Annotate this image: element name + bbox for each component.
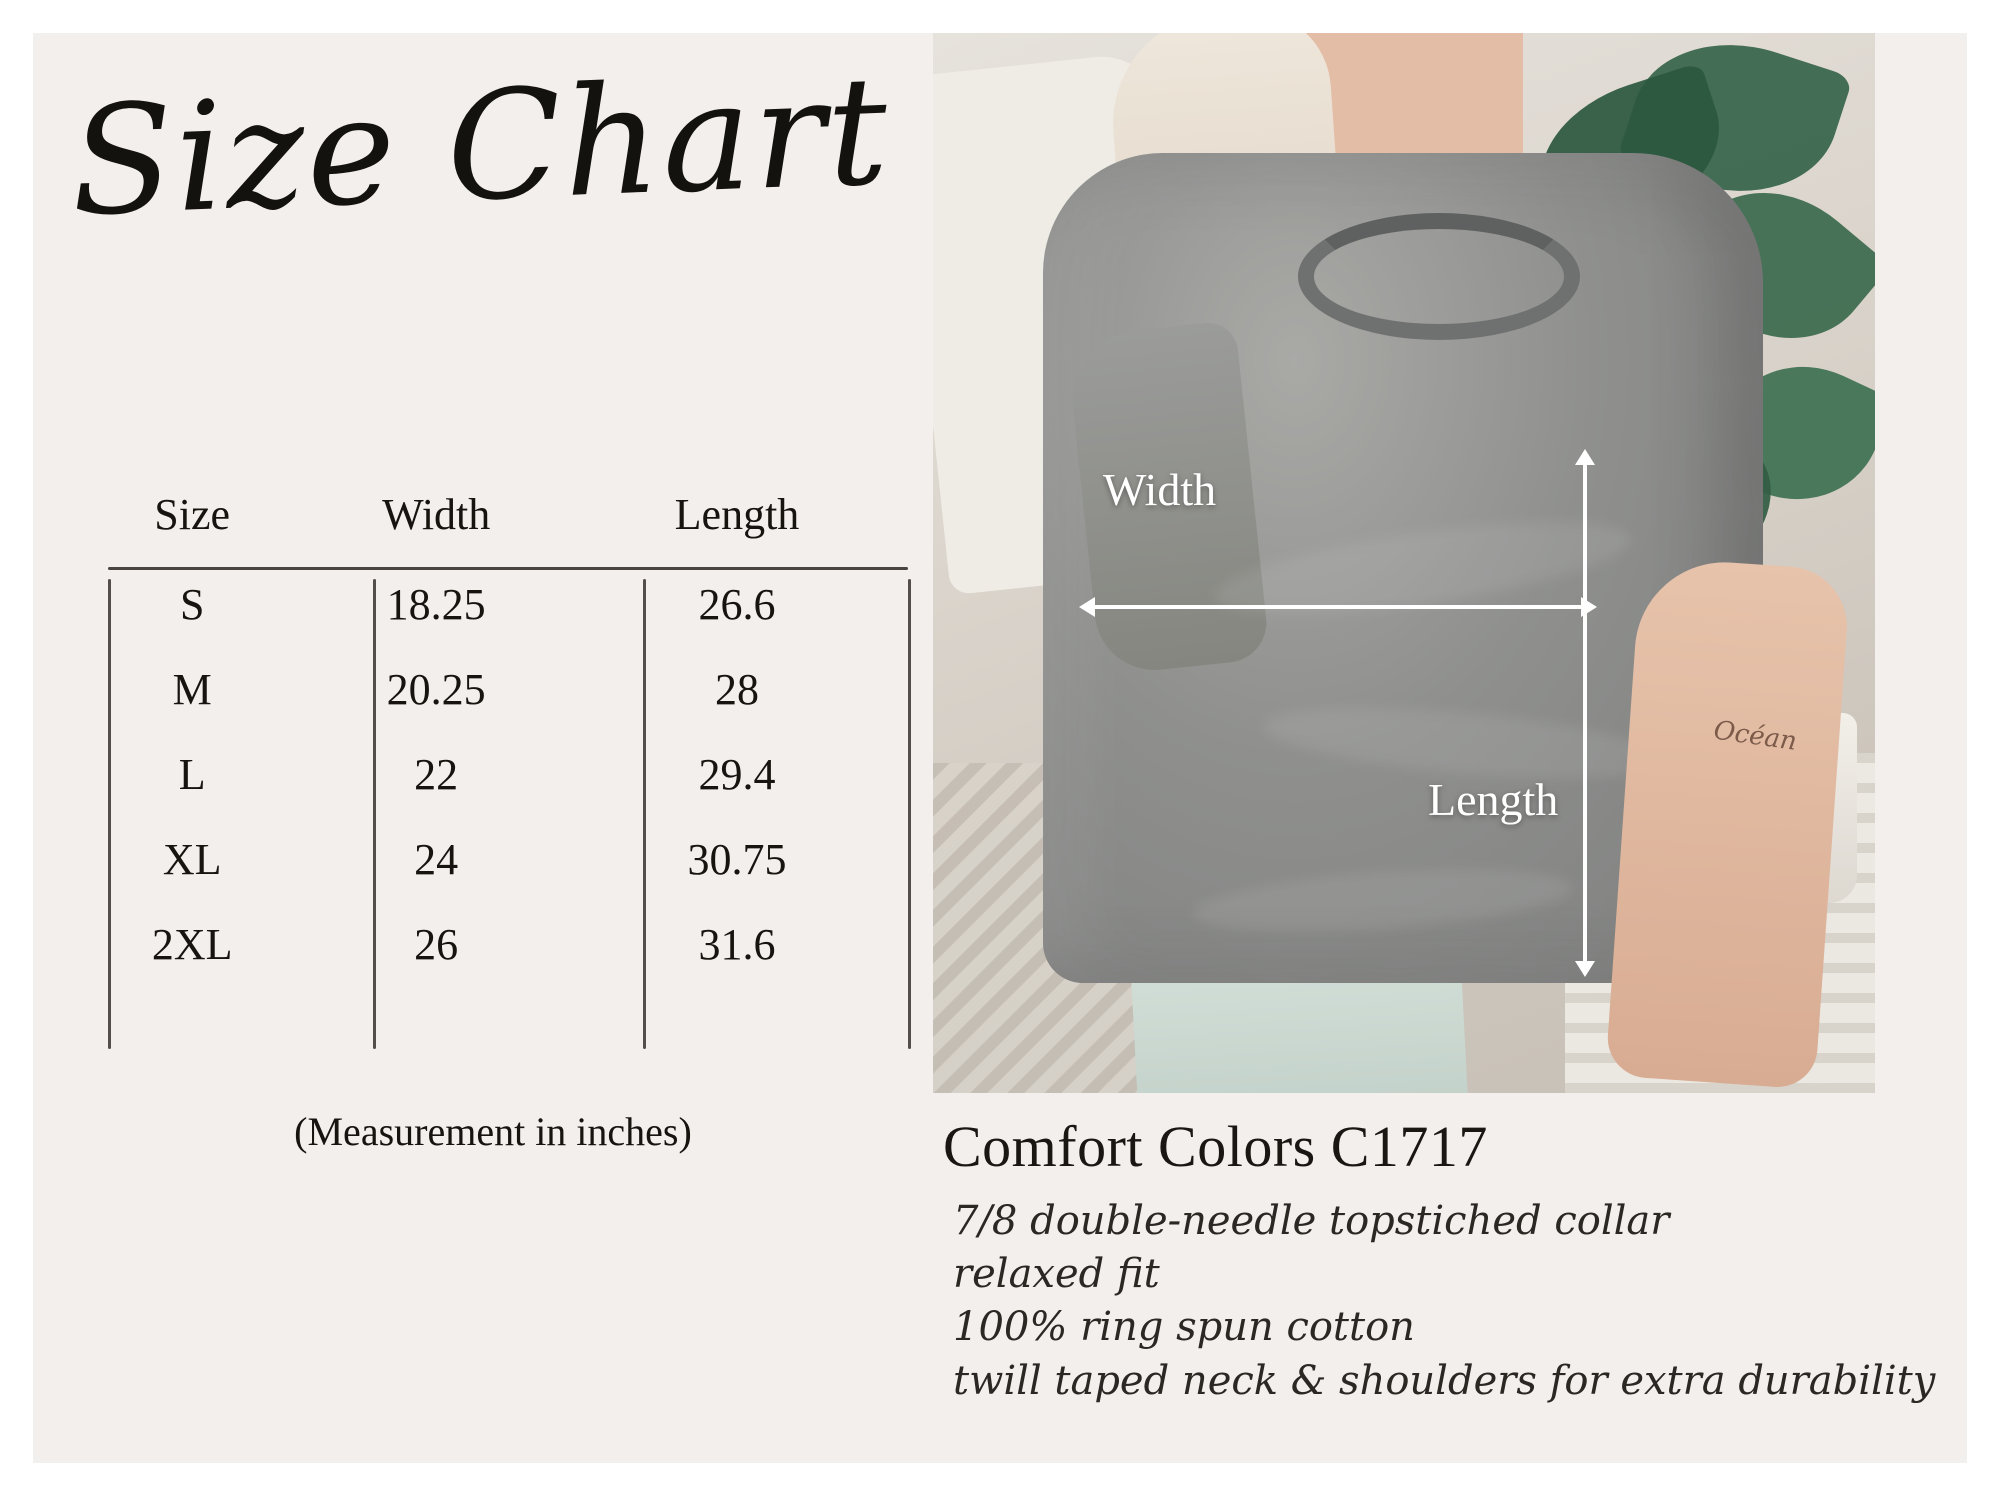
- length-annotation-label: Length: [1428, 774, 1559, 825]
- model-tattoo: Océan: [1711, 715, 1799, 757]
- right-column: [933, 33, 1967, 1463]
- table-row: [88, 732, 898, 817]
- column-header-width: Width: [382, 490, 491, 539]
- product-feature: 100% ring spun cotton: [953, 1304, 1415, 1351]
- table-vertical-rule-1: [108, 579, 111, 1049]
- tshirt-collar: [1298, 213, 1580, 340]
- cell-size: S: [179, 580, 205, 629]
- cell-width: 18.25: [386, 580, 486, 629]
- table-vertical-rule-4: [908, 579, 911, 1049]
- cell-length: 30.75: [687, 835, 787, 884]
- product-title: Comfort Colors C1717: [943, 1114, 1488, 1179]
- size-table: [88, 483, 898, 987]
- column-header-size: Size: [154, 490, 231, 539]
- cell-length: 26.6: [698, 580, 776, 629]
- left-column: [33, 33, 933, 1463]
- table-row: [88, 647, 898, 732]
- cell-length: 31.6: [698, 920, 776, 969]
- measurement-note: (Measurement in inches): [294, 1109, 692, 1154]
- cell-size: XL: [162, 835, 222, 884]
- model-arm: [1605, 556, 1851, 1089]
- width-annotation-label: Width: [1103, 464, 1217, 515]
- cell-size: L: [178, 750, 206, 799]
- product-feature: relaxed fit: [953, 1251, 1160, 1298]
- table-row: [88, 562, 898, 647]
- table-vertical-rule-2: [373, 579, 376, 1049]
- column-header-length: Length: [674, 490, 800, 539]
- product-photo: [933, 33, 1875, 1093]
- table-row: [88, 817, 898, 902]
- cell-length: 28: [714, 665, 759, 714]
- cell-size: 2XL: [151, 920, 233, 969]
- tshirt-fold: [1192, 860, 1575, 941]
- measurements-table: [88, 483, 898, 987]
- cell-width: 24: [414, 835, 459, 884]
- tshirt-fold: [1210, 504, 1636, 632]
- cell-width: 26: [414, 920, 459, 969]
- width-arrow-icon: [1093, 605, 1583, 609]
- product-feature: 7/8 double-needle topstiched collar: [953, 1198, 1670, 1244]
- table-header-row: [88, 483, 898, 562]
- product-features-list: [953, 1195, 1963, 1408]
- cell-width: 20.25: [386, 665, 486, 714]
- table-vertical-rule-3: [643, 579, 646, 1049]
- cell-size: M: [172, 665, 212, 714]
- product-feature: twill taped neck & shoulders for extra durability: [953, 1357, 1936, 1404]
- table-header-rule: [108, 567, 908, 570]
- page-title: Size Chart: [67, 44, 893, 250]
- table-row: [88, 902, 898, 987]
- cell-length: 29.4: [698, 750, 776, 799]
- cell-width: 22: [414, 750, 459, 799]
- length-arrow-icon: [1583, 463, 1587, 963]
